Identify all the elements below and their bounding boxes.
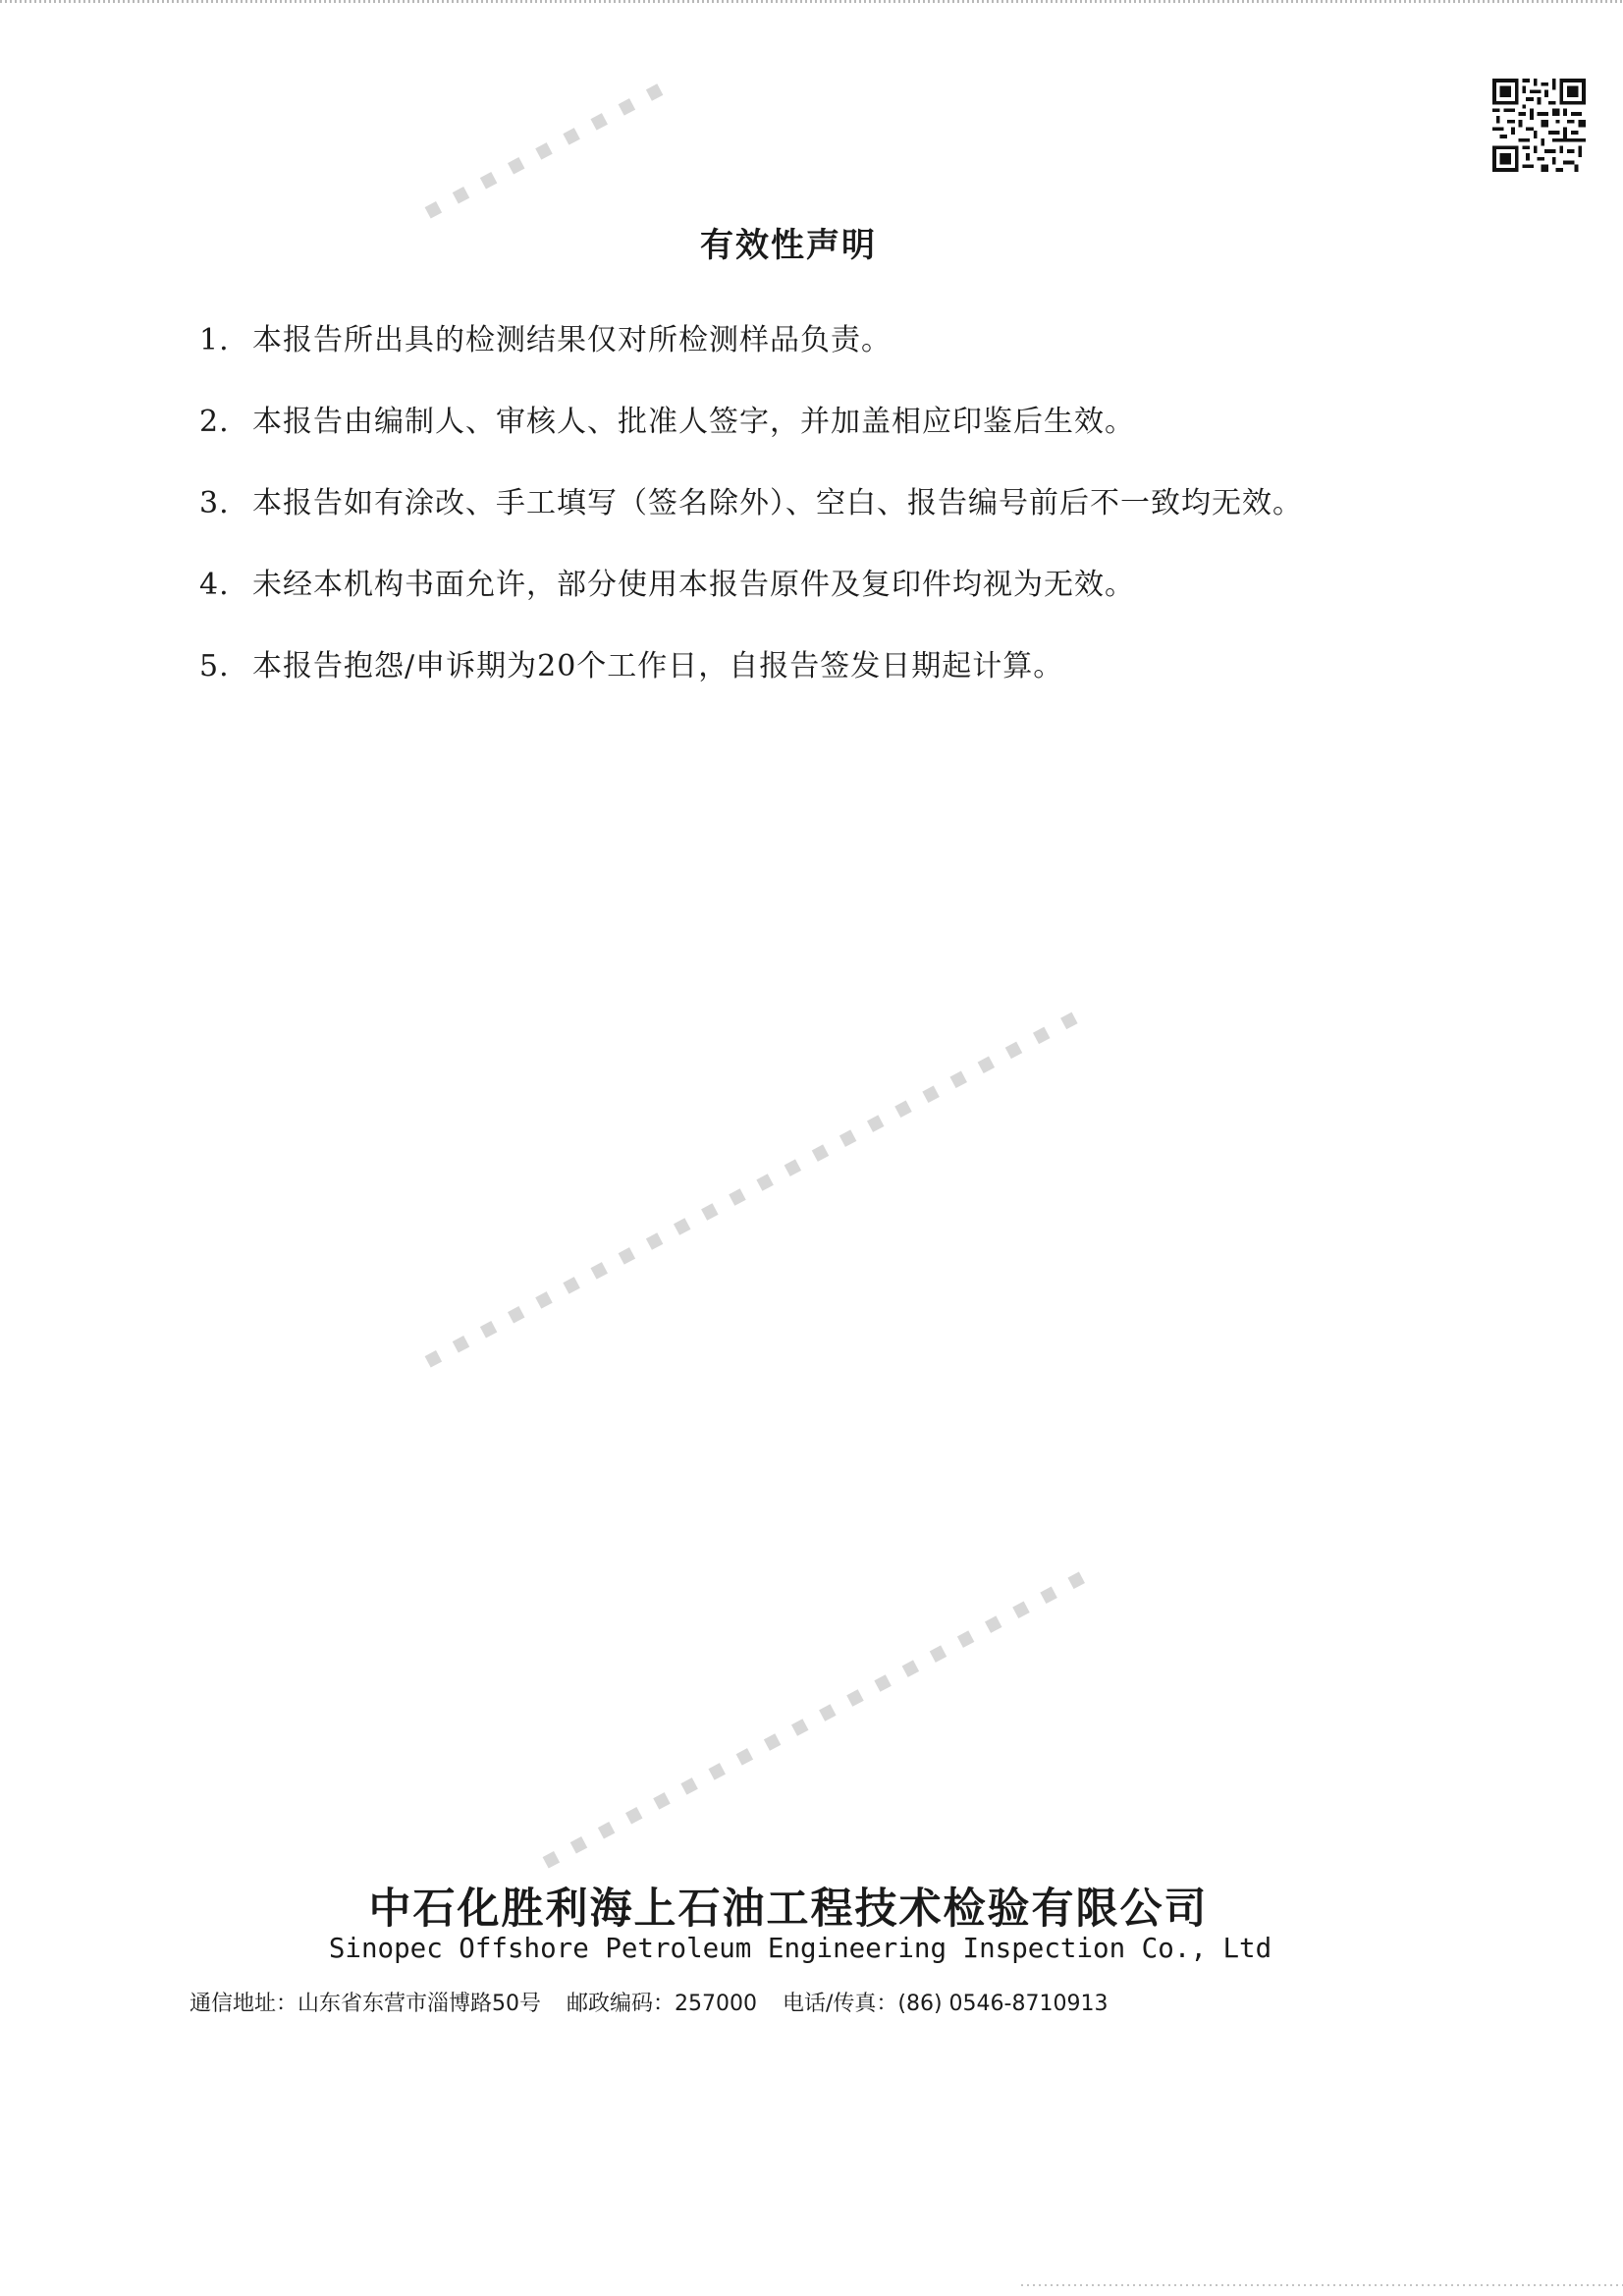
clause-item [199, 647, 1303, 729]
clause-number: 5. [199, 649, 230, 683]
phone-fax: 电话/传真：(86) 0546-8710913 [782, 1992, 1109, 2016]
clause-text: 本报告如有涂改、手工填写（签名除外）、空白、报告编号前后不一致均无效。 [252, 486, 1303, 520]
scan-edge-bottom [1021, 2284, 1623, 2286]
contact-line [189, 1990, 1108, 2019]
clause-number: 3. [199, 486, 230, 520]
scan-edge-top [0, 0, 1623, 3]
clause-list [199, 321, 1303, 729]
watermark: ▪ ▪ ▪ ▪ ▪ ▪ ▪ ▪ ▪ [417, 73, 672, 226]
page-title: 有效性声明 [700, 226, 877, 265]
company-name-en: Sinopec Offshore Petroleum Engineering Inspection Co., Ltd [328, 1933, 1272, 1964]
clause-text: 本报告由编制人、审核人、批准人签字，并加盖相应印鉴后生效。 [252, 405, 1135, 439]
clause-item [199, 403, 1303, 484]
watermark: ▪ ▪ ▪ ▪ ▪ ▪ ▪ ▪ ▪ ▪ ▪ ▪ ▪ ▪ ▪ ▪ ▪ ▪ ▪ ▪ ▪ ▪ ▪ ▪ [417, 1001, 1086, 1375]
clause-text: 未经本机构书面允许，部分使用本报告原件及复印件均视为无效。 [252, 568, 1135, 602]
clause-number: 2. [199, 405, 230, 439]
clause-number: 4. [199, 568, 230, 602]
postcode: 邮政编码：257000 [567, 1992, 757, 2016]
clause-text: 本报告所出具的检测结果仅对所检测样品负责。 [252, 323, 892, 357]
clause-number: 1. [199, 323, 230, 357]
clause-text: 本报告抱怨/申诉期为20个工作日，自报告签发日期起计算。 [252, 649, 1064, 683]
clause-item [199, 321, 1303, 403]
clause-item [199, 484, 1303, 566]
company-name-cn: 中石化胜利海上石油工程技术检验有限公司 [368, 1885, 1209, 1934]
address: 通信地址：山东省东营市淄博路50号 [189, 1992, 541, 2016]
clause-item [199, 566, 1303, 647]
watermark: ▪ ▪ ▪ ▪ ▪ ▪ ▪ ▪ ▪ ▪ ▪ ▪ ▪ ▪ ▪ ▪ ▪ ▪ ▪ ▪ [535, 1560, 1094, 1876]
qr-code-icon [1492, 79, 1586, 172]
